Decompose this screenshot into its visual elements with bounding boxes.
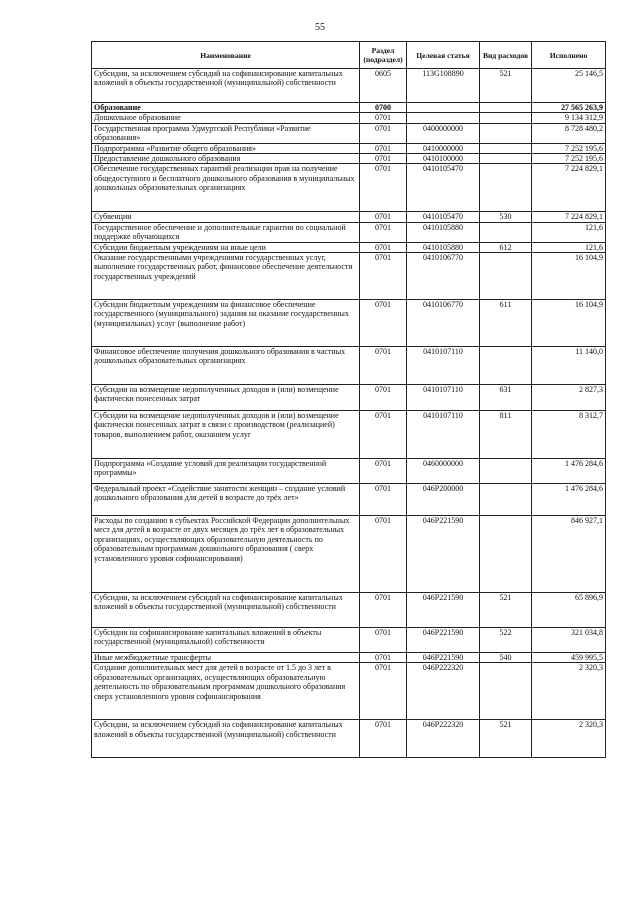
row-name: Государственное обеспечение и дополнительные гарантии по социальной поддержке обучающихся	[92, 222, 360, 242]
table-row	[92, 411, 606, 459]
header-amount: Исполнено	[532, 42, 606, 69]
row-section: 0701	[360, 164, 407, 212]
row-name: Образование	[92, 103, 360, 113]
row-amount: 7 224 829,1	[532, 212, 606, 222]
row-type	[480, 143, 532, 153]
row-name: Субвенции	[92, 212, 360, 222]
row-target: 0410107110	[407, 347, 480, 385]
budget-table	[91, 41, 606, 758]
table-row	[92, 385, 606, 411]
table-header-row	[92, 42, 606, 69]
row-type: 631	[480, 385, 532, 411]
row-section: 0701	[360, 720, 407, 758]
table-row	[92, 347, 606, 385]
row-target: 046P221590	[407, 628, 480, 653]
row-section: 0700	[360, 103, 407, 113]
header-target: Целевая статья	[407, 42, 480, 69]
row-target: 0410105470	[407, 212, 480, 222]
row-target: 0400000000	[407, 123, 480, 143]
row-target: 046P221590	[407, 653, 480, 663]
row-section: 0701	[360, 593, 407, 628]
row-target: 046P222320	[407, 663, 480, 720]
row-type	[480, 113, 532, 123]
table-row	[92, 154, 606, 164]
row-target: 046P221590	[407, 593, 480, 628]
table-row	[92, 628, 606, 653]
row-section: 0701	[360, 347, 407, 385]
row-target: 046P200000	[407, 484, 480, 516]
row-amount: 7 252 195,6	[532, 143, 606, 153]
row-type: 530	[480, 212, 532, 222]
table-row	[92, 300, 606, 347]
row-amount: 27 565 263,9	[532, 103, 606, 113]
table-row	[92, 103, 606, 113]
row-type: 521	[480, 69, 532, 103]
row-section: 0701	[360, 628, 407, 653]
table-row	[92, 69, 606, 103]
row-target: 0410000000	[407, 143, 480, 153]
row-type	[480, 164, 532, 212]
row-amount: 846 927,1	[532, 516, 606, 593]
row-target: 113G108890	[407, 69, 480, 103]
row-name: Иные межбюджетные трансферты	[92, 653, 360, 663]
row-name: Федеральный проект «Содействие занятости женщин – создание условий дошкольного образования для детей в возрасте до трёх лет»	[92, 484, 360, 516]
row-amount: 9 134 312,9	[532, 113, 606, 123]
row-amount: 7 252 195,6	[532, 154, 606, 164]
row-amount: 121,6	[532, 222, 606, 242]
row-amount: 2 320,3	[532, 663, 606, 720]
table-row	[92, 212, 606, 222]
row-type	[480, 154, 532, 164]
row-amount: 1 476 284,6	[532, 484, 606, 516]
row-amount: 121,6	[532, 242, 606, 252]
row-name: Субсидии бюджетным учреждениям на иные цели	[92, 242, 360, 252]
row-name: Субсидии на возмещение недополученных доходов и (или) возмещение фактически понесенных затрат	[92, 385, 360, 411]
row-type	[480, 459, 532, 484]
row-type	[480, 103, 532, 113]
row-type: 611	[480, 300, 532, 347]
table-row	[92, 143, 606, 153]
row-target: 0410107110	[407, 411, 480, 459]
row-section: 0701	[360, 154, 407, 164]
row-name: Предоставление дошкольного образования	[92, 154, 360, 164]
row-amount: 25 146,5	[532, 69, 606, 103]
table-row	[92, 516, 606, 593]
row-name: Дошкольное образование	[92, 113, 360, 123]
table-row	[92, 653, 606, 663]
row-section: 0701	[360, 242, 407, 252]
row-target: 0410105880	[407, 222, 480, 242]
row-section: 0701	[360, 663, 407, 720]
table-row	[92, 253, 606, 300]
row-section: 0701	[360, 143, 407, 153]
row-target: 0410107110	[407, 385, 480, 411]
row-type: 521	[480, 720, 532, 758]
page-number: 55	[315, 22, 325, 33]
row-amount: 459 995,5	[532, 653, 606, 663]
row-type: 612	[480, 242, 532, 252]
row-name: Оказание государственными учреждениями государственных услуг, выполнение государственных работ, финансовое обеспечение деятельности государственных учреждений	[92, 253, 360, 300]
row-section: 0701	[360, 123, 407, 143]
row-name: Финансовое обеспечение получения дошкольного образования в частных дошкольных образовательных организациях	[92, 347, 360, 385]
table-row	[92, 123, 606, 143]
row-name: Создание дополнительных мест для детей в возрасте от 1.5 до 3 лет в образовательных организациях, осуществляющих образовательную деятельность по образовательным программам дошкольного образования сверх установленного уровня софинансирования	[92, 663, 360, 720]
table-row	[92, 459, 606, 484]
row-amount: 2 320,3	[532, 720, 606, 758]
row-section: 0701	[360, 459, 407, 484]
row-amount: 16 104,9	[532, 300, 606, 347]
row-section: 0701	[360, 222, 407, 242]
row-target	[407, 113, 480, 123]
row-amount: 11 140,0	[532, 347, 606, 385]
table-row	[92, 222, 606, 242]
row-section: 0605	[360, 69, 407, 103]
row-name: Подпрограмма «Развитие общего образования»	[92, 143, 360, 153]
row-name: Субсидии, за исключением субсидий на софинансирование капитальных вложений в объекты государственной (муниципальной) собственности	[92, 69, 360, 103]
row-type	[480, 123, 532, 143]
table-row	[92, 164, 606, 212]
row-type: 522	[480, 628, 532, 653]
row-target: 0410100000	[407, 154, 480, 164]
row-target: 0410106770	[407, 300, 480, 347]
row-target: 0410105880	[407, 242, 480, 252]
table-body	[92, 69, 606, 758]
row-name: Субсидии на софинансирование капитальных вложений в объекты государственной (муниципальной) собственности	[92, 628, 360, 653]
row-name: Субсидии, за исключением субсидий на софинансирование капитальных вложений в объекты государственной (муниципальной) собственности	[92, 593, 360, 628]
row-amount: 65 896,9	[532, 593, 606, 628]
row-section: 0701	[360, 653, 407, 663]
row-target: 046P222320	[407, 720, 480, 758]
row-type	[480, 253, 532, 300]
row-name: Субсидии на возмещение недополученных доходов и (или) возмещение фактически понесенных затрат в связи с производством (реализацией) товаров, выполнением работ, оказанием услуг	[92, 411, 360, 459]
row-type: 811	[480, 411, 532, 459]
row-name: Обеспечение государственных гарантий реализации прав на получение общедоступного и бесплатного дошкольного образования в муниципальных дошкольных образовательных организациях	[92, 164, 360, 212]
row-amount: 8 312,7	[532, 411, 606, 459]
row-name: Расходы по созданию в субъектах Российской Федерации дополнительных мест для детей в возрасте от двух месяцев до трёх лет в образовательных организациях, осуществляющих образовательную деятельность по образовательным программам дошкольного образования ( сверх установленного уровня софинансирования)	[92, 516, 360, 593]
table-row	[92, 593, 606, 628]
row-name: Государственная программа Удмуртской Республики «Развитие образования»	[92, 123, 360, 143]
table-row	[92, 113, 606, 123]
row-section: 0701	[360, 385, 407, 411]
row-section: 0701	[360, 300, 407, 347]
row-section: 0701	[360, 253, 407, 300]
row-target: 0410106770	[407, 253, 480, 300]
row-type: 540	[480, 653, 532, 663]
row-amount: 1 476 284,6	[532, 459, 606, 484]
row-name: Субсидии, за исключением субсидий на софинансирование капитальных вложений в объекты государственной (муниципальной) собственности	[92, 720, 360, 758]
row-type	[480, 347, 532, 385]
row-amount: 16 104,9	[532, 253, 606, 300]
row-type	[480, 663, 532, 720]
row-type: 521	[480, 593, 532, 628]
row-target: 0410105470	[407, 164, 480, 212]
row-name: Субсидии бюджетным учреждениям на финансовое обеспечение государственного (муниципального) задания на оказание государственных (муниципальных) услуг (выполнение работ)	[92, 300, 360, 347]
row-target: 046P221590	[407, 516, 480, 593]
row-amount: 7 224 829,1	[532, 164, 606, 212]
row-type	[480, 222, 532, 242]
row-section: 0701	[360, 113, 407, 123]
row-section: 0701	[360, 516, 407, 593]
row-section: 0701	[360, 484, 407, 516]
table-row	[92, 242, 606, 252]
header-section: Раздел (подраздел)	[360, 42, 407, 69]
row-target	[407, 103, 480, 113]
row-target: 0460000000	[407, 459, 480, 484]
header-type: Вид расходов	[480, 42, 532, 69]
header-name: Наименование	[92, 42, 360, 69]
row-type	[480, 516, 532, 593]
table-row	[92, 663, 606, 720]
row-amount: 2 827,3	[532, 385, 606, 411]
table-row	[92, 720, 606, 758]
row-name: Подпрограмма «Создание условий для реализации государственной программы»	[92, 459, 360, 484]
row-section: 0701	[360, 411, 407, 459]
row-type	[480, 484, 532, 516]
row-amount: 8 728 480,2	[532, 123, 606, 143]
table-row	[92, 484, 606, 516]
row-section: 0701	[360, 212, 407, 222]
row-amount: 321 034,8	[532, 628, 606, 653]
